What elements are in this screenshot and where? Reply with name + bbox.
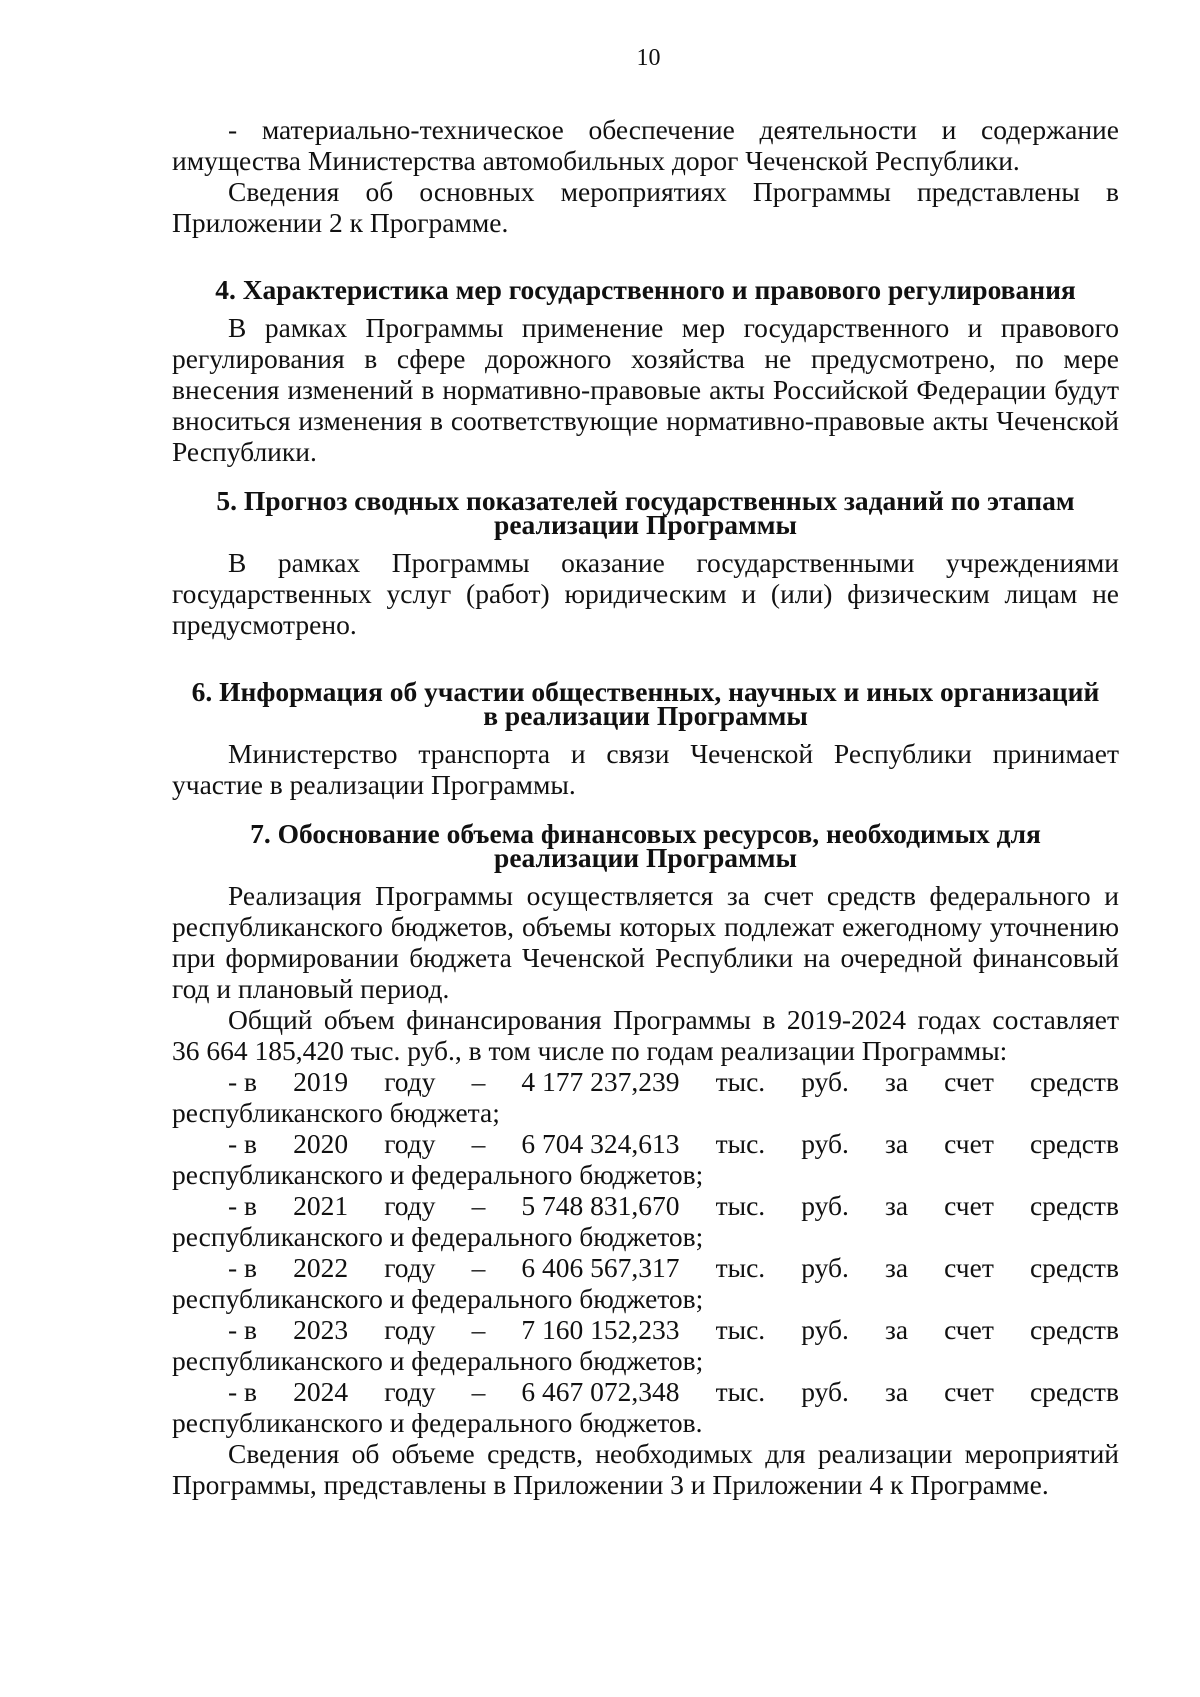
funding-schet: счет [944, 1128, 994, 1159]
funding-prefix: - в [228, 1252, 258, 1283]
funding-item-line [172, 1190, 1119, 1221]
funding-item [172, 1066, 1119, 1128]
intro-paragraph: Сведения об основных мероприятиях Программы представлены в Приложении 2 к Программе. [172, 176, 1119, 238]
funding-source: республиканского и федерального бюджетов; [172, 1159, 704, 1190]
funding-amount: 7 160 152,233 [521, 1314, 680, 1345]
funding-za: за [884, 1128, 909, 1159]
funding-item [172, 1128, 1119, 1190]
funding-za: за [884, 1314, 909, 1345]
intro-list-item: - материально-техническое обеспечение деятельности и содержание имущества Министерства автомобильных дорог Чеченской Республики. [172, 114, 1119, 176]
funding-schet: счет [944, 1376, 994, 1407]
funding-word: году [384, 1066, 436, 1097]
funding-year: 2023 [293, 1314, 349, 1345]
section-6-heading-line1: 6. Информация об участии общественных, научных и иных организаций [191, 676, 1100, 707]
funding-unit: тыс. [715, 1376, 766, 1407]
section-6-heading [172, 676, 1119, 731]
page-number: 10 [636, 45, 661, 71]
funding-dash: – [471, 1128, 486, 1159]
funding-item-line [172, 1066, 1119, 1097]
funding-unit: тыс. [715, 1314, 766, 1345]
funding-item [172, 1252, 1119, 1314]
section-5-paragraph: В рамках Программы оказание государственными учреждениями государственных услуг (работ) юридическим и (или) физическим лицам не предусмотрено. [172, 547, 1119, 640]
section-5-heading-line2: реализации Программы [494, 509, 797, 540]
funding-item-line [172, 1376, 1119, 1407]
funding-year: 2019 [293, 1066, 349, 1097]
funding-cur: руб. [801, 1314, 849, 1345]
section-7-heading-line1: 7. Обоснование объема финансовых ресурсов, необходимых для [250, 818, 1041, 849]
funding-za: за [884, 1190, 909, 1221]
funding-item [172, 1376, 1119, 1438]
funding-schet: счет [944, 1314, 994, 1345]
funding-schet: счет [944, 1190, 994, 1221]
funding-sredstv: средств [1029, 1314, 1119, 1345]
funding-sredstv: средств [1029, 1376, 1119, 1407]
funding-cur: руб. [801, 1190, 849, 1221]
section-6-heading-line2: в реализации Программы [483, 700, 808, 731]
funding-amount: 5 748 831,670 [521, 1190, 680, 1221]
section-7-paragraph-2: Общий объем финансирования Программы в 2019-2024 годах составляет 36 664 185,420 тыс. руб., в том числе по годам реализации Программы: [172, 1004, 1119, 1066]
funding-prefix: - в [228, 1314, 258, 1345]
funding-sredstv: средств [1029, 1066, 1119, 1097]
funding-year: 2024 [293, 1376, 349, 1407]
funding-cur: руб. [801, 1376, 849, 1407]
section-6-paragraph: Министерство транспорта и связи Чеченской Республики принимает участие в реализации Программы. [172, 738, 1119, 800]
section-5-heading [172, 485, 1119, 540]
funding-word: году [384, 1314, 436, 1345]
funding-dash: – [471, 1314, 486, 1345]
funding-source: республиканского и федерального бюджетов; [172, 1283, 704, 1314]
funding-unit: тыс. [715, 1128, 766, 1159]
funding-source: республиканского и федерального бюджетов. [172, 1407, 703, 1438]
funding-cur: руб. [801, 1252, 849, 1283]
funding-cur: руб. [801, 1066, 849, 1097]
funding-unit: тыс. [715, 1252, 766, 1283]
funding-prefix: - в [228, 1376, 258, 1407]
section-7-heading [172, 818, 1119, 873]
funding-amount: 6 406 567,317 [521, 1252, 680, 1283]
funding-year: 2021 [293, 1190, 349, 1221]
funding-amount: 4 177 237,239 [521, 1066, 680, 1097]
funding-source: республиканского и федерального бюджетов; [172, 1221, 704, 1252]
document-page [172, 44, 1119, 1500]
funding-sredstv: средств [1029, 1128, 1119, 1159]
funding-item [172, 1314, 1119, 1376]
funding-dash: – [471, 1252, 486, 1283]
funding-unit: тыс. [715, 1190, 766, 1221]
funding-sredstv: средств [1029, 1252, 1119, 1283]
funding-item-line [172, 1252, 1119, 1283]
funding-word: году [384, 1128, 436, 1159]
funding-source: республиканского и федерального бюджетов; [172, 1345, 704, 1376]
funding-list [172, 1066, 1119, 1438]
funding-item-line [172, 1128, 1119, 1159]
funding-word: году [384, 1376, 436, 1407]
funding-amount: 6 467 072,348 [521, 1376, 680, 1407]
funding-prefix: - в [228, 1190, 258, 1221]
funding-schet: счет [944, 1066, 994, 1097]
funding-unit: тыс. [715, 1066, 766, 1097]
funding-source: республиканского бюджета; [172, 1097, 500, 1128]
funding-word: году [384, 1252, 436, 1283]
funding-item [172, 1190, 1119, 1252]
funding-dash: – [471, 1190, 486, 1221]
funding-schet: счет [944, 1252, 994, 1283]
funding-year: 2022 [293, 1252, 349, 1283]
funding-sredstv: средств [1029, 1190, 1119, 1221]
funding-dash: – [471, 1376, 486, 1407]
funding-word: году [384, 1190, 436, 1221]
funding-za: за [884, 1066, 909, 1097]
funding-item-line [172, 1314, 1119, 1345]
funding-za: за [884, 1252, 909, 1283]
funding-prefix: - в [228, 1128, 258, 1159]
funding-cur: руб. [801, 1128, 849, 1159]
section-7-paragraph-3: Сведения об объеме средств, необходимых для реализации мероприятий Программы, представлены в Приложении 3 и Приложении 4 к Программе. [172, 1438, 1119, 1500]
section-7-heading-line2: реализации Программы [494, 842, 797, 873]
funding-prefix: - в [228, 1066, 258, 1097]
section-7-paragraph-1: Реализация Программы осуществляется за счет средств федерального и республиканского бюджетов, объемы которых подлежат ежегодному уточнению при формировании бюджета Чеченской Республики на очередной финансовый год и плановый период. [172, 880, 1119, 1004]
funding-amount: 6 704 324,613 [521, 1128, 680, 1159]
funding-year: 2020 [293, 1128, 349, 1159]
funding-za: за [884, 1376, 909, 1407]
funding-dash: – [471, 1066, 486, 1097]
section-4-paragraph: В рамках Программы применение мер государственного и правового регулирования в сфере дорожного хозяйства не предусмотрено, по мере внесения изменений в нормативно-правовые акты Российской Федерации будут вноситься изменения в соответствующие нормативно-правовые акты Чеченской Республики. [172, 312, 1119, 467]
section-4-heading: 4. Характеристика мер государственного и правового регулирования [215, 274, 1076, 305]
section-5-heading-line1: 5. Прогноз сводных показателей государственных заданий по этапам [216, 485, 1075, 516]
